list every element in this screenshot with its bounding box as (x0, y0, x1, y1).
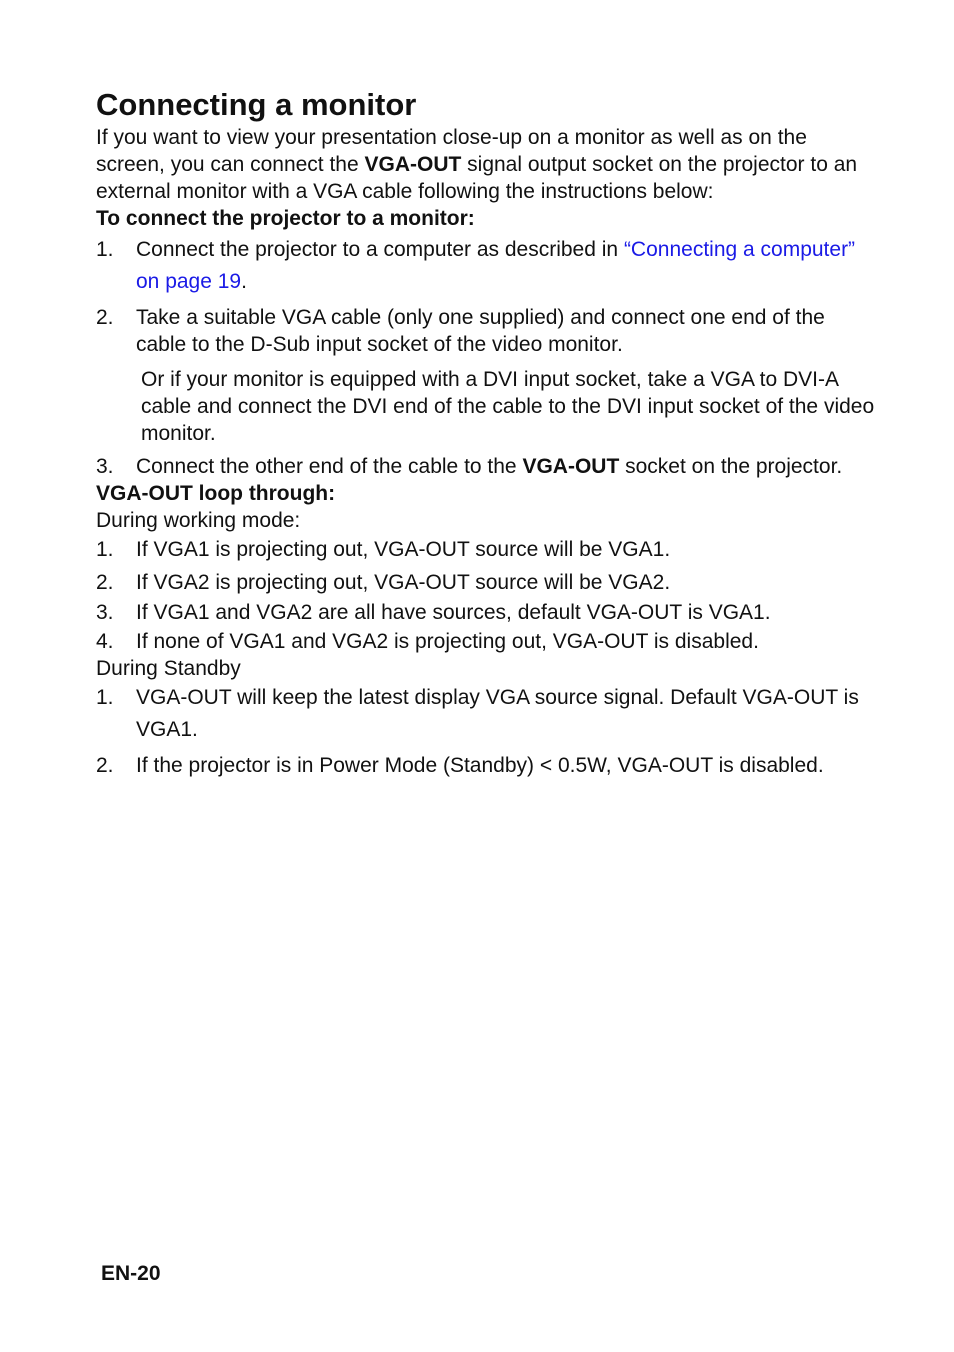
connect-steps-list (96, 234, 876, 358)
item-text: If VGA2 is projecting out, VGA-OUT source will be VGA2. (136, 571, 671, 594)
connect-steps-list-continued (96, 453, 876, 480)
step-text: Connect the other end of the cable to the (136, 455, 523, 478)
list-item (96, 304, 876, 358)
item-number: 4. (96, 630, 114, 653)
list-item (96, 682, 876, 746)
page-number: EN-20 (101, 1262, 161, 1285)
intro-text-2: signal output socket on the projector to an external monitor with a VGA cable following the instructions below: (96, 153, 858, 203)
step-number: 2. (96, 306, 114, 329)
list-item (96, 599, 876, 626)
item-number: 1. (96, 538, 114, 561)
list-item (96, 234, 876, 298)
list-item (96, 752, 876, 779)
connect-heading: To connect the projector to a monitor: (96, 207, 475, 230)
document-page (96, 86, 876, 779)
intro-paragraph (96, 124, 876, 205)
item-number: 2. (96, 754, 114, 777)
item-number: 1. (96, 686, 114, 709)
working-mode-list (96, 536, 876, 655)
step-text: Take a suitable VGA cable (only one supplied) and connect one end of the cable to the D-Sub input socket of the video monitor. (136, 306, 825, 356)
standby-list (96, 682, 876, 779)
intro-bold-vga-out: VGA-OUT (364, 153, 462, 176)
item-text: If the projector is in Power Mode (Standby) < 0.5W, VGA-OUT is disabled. (136, 754, 824, 777)
item-text: VGA-OUT will keep the latest display VGA source signal. Default VGA-OUT is VGA1. (136, 686, 859, 741)
item-number: 3. (96, 601, 114, 624)
standby-label: During Standby (96, 657, 241, 680)
list-item (96, 453, 876, 480)
item-text: If VGA1 and VGA2 are all have sources, default VGA-OUT is VGA1. (136, 601, 771, 624)
intro-text-1: If you want to view your presentation close-up on a monitor as well as on the screen, you can connect the (96, 126, 807, 176)
connecting-computer-link[interactable]: “Connecting a computer” on page 19 (136, 238, 856, 293)
step-number: 1. (96, 238, 114, 261)
list-item (96, 569, 876, 596)
list-item (96, 536, 876, 563)
list-item (96, 628, 876, 655)
step-text-after: socket on the projector. (619, 455, 843, 478)
step-period: . (241, 270, 247, 293)
dvi-note: Or if your monitor is equipped with a DVI input socket, take a VGA to DVI-A cable and connect the DVI end of the cable to the DVI input socket of the video monitor. (141, 368, 875, 445)
loop-through-heading: VGA-OUT loop through: (96, 482, 336, 505)
page-title: Connecting a monitor (96, 87, 417, 122)
step-text: Connect the projector to a computer as described in (136, 238, 624, 261)
step-number: 3. (96, 455, 114, 478)
item-text: If VGA1 is projecting out, VGA-OUT source will be VGA1. (136, 538, 671, 561)
item-text: If none of VGA1 and VGA2 is projecting out, VGA-OUT is disabled. (136, 630, 759, 653)
item-number: 2. (96, 571, 114, 594)
working-mode-label: During working mode: (96, 509, 301, 532)
step-bold-vga-out: VGA-OUT (522, 455, 620, 478)
